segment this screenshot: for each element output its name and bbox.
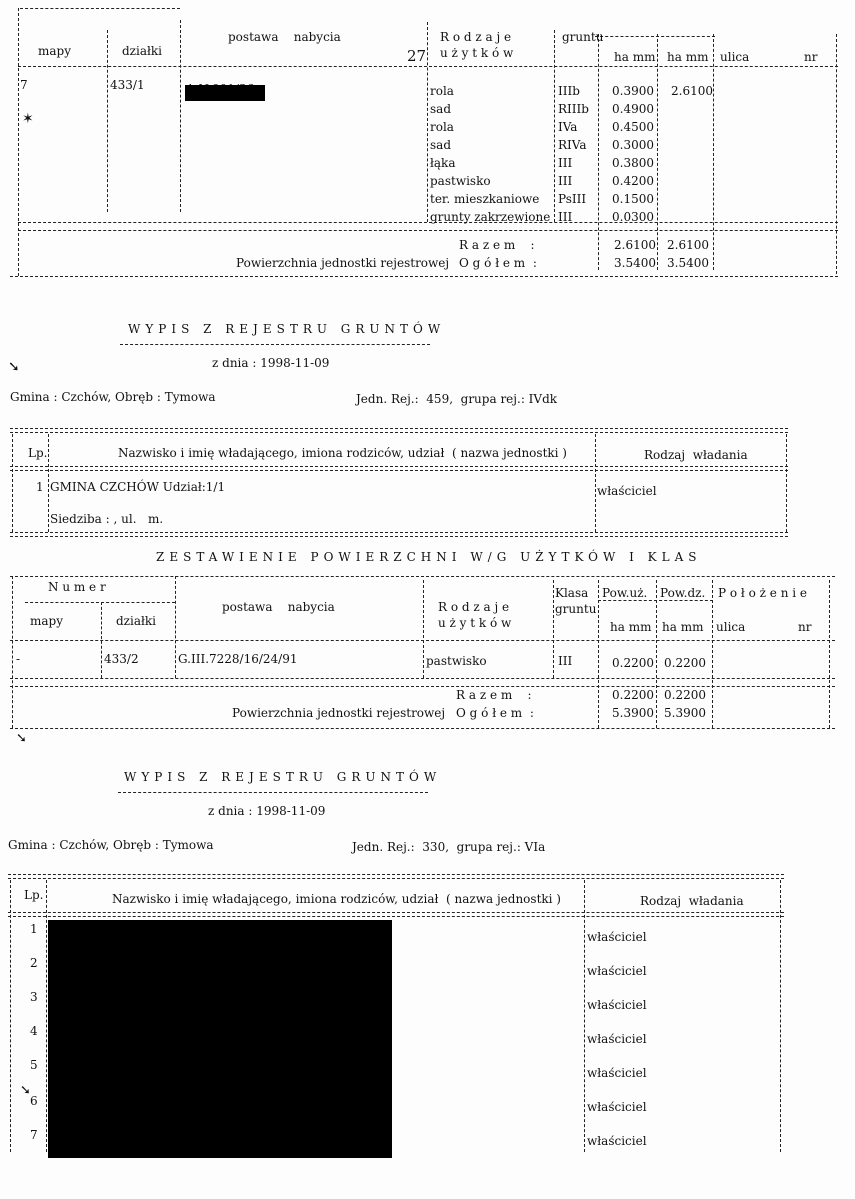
header-ha-mm: ha mm bbox=[610, 620, 652, 634]
use-name: sad bbox=[430, 138, 451, 152]
use-klasa: PsIII bbox=[558, 192, 587, 206]
cell-pow-dz: 0.2200 bbox=[664, 656, 706, 670]
use-pow: 0.4500 bbox=[612, 120, 654, 134]
use-name: ter. mieszkaniowe bbox=[430, 192, 540, 206]
razem-dz: 0.2200 bbox=[664, 688, 706, 702]
owner-name: GMINA CZCHÓW Udział:1/1 bbox=[50, 480, 226, 494]
header-polozenie: P o ł o ż e n i e bbox=[718, 586, 808, 600]
use-klasa: III bbox=[558, 156, 573, 170]
ogolem-dz: 3.5400 bbox=[667, 256, 709, 270]
use-name: grunty zakrzewione bbox=[430, 210, 551, 224]
use-pow: 0.3000 bbox=[612, 138, 654, 152]
jedn-rej: Jedn. Rej.: 330, grupa rej.: VIa bbox=[352, 840, 546, 854]
owners-header-name: Nazwisko i imię władającego, imiona rodziców, udział ( nazwa jednostki ) bbox=[118, 446, 567, 460]
owners-header-rodzaj: Rodzaj władania bbox=[644, 448, 748, 462]
redaction-block bbox=[48, 920, 392, 1158]
ogolem-uz: 5.3900 bbox=[612, 706, 654, 720]
header-rodzaje: R o d z a j e bbox=[440, 30, 512, 44]
ogolem-label: O g ó ł e m : bbox=[459, 256, 537, 270]
use-name: rola bbox=[430, 120, 454, 134]
gmina-line: Gmina : Czchów, Obręb : Tymowa bbox=[10, 390, 216, 404]
owner-lp: 4 bbox=[30, 1024, 38, 1038]
razem-dz: 2.6100 bbox=[667, 238, 709, 252]
header-nr: nr bbox=[804, 50, 818, 64]
header-pow-dz: Pow.dz. bbox=[660, 586, 706, 600]
arrow-mark-icon: ➘ bbox=[8, 359, 20, 375]
jedn-rej: Jedn. Rej.: 459, grupa rej.: IVdk bbox=[356, 392, 558, 406]
page-number: 27 bbox=[407, 47, 427, 65]
owner-rodzaj: właściciel bbox=[587, 1134, 647, 1148]
owner-rodzaj: właściciel bbox=[587, 998, 647, 1012]
use-pow: 0.0300 bbox=[612, 210, 654, 224]
use-klasa: III bbox=[558, 210, 573, 224]
header-gruntu: gruntu bbox=[555, 602, 597, 616]
owner-lp: 2 bbox=[30, 956, 38, 970]
use-pow: 0.3800 bbox=[612, 156, 654, 170]
use-name: pastwisko bbox=[430, 174, 491, 188]
header-ha-mm: ha mm bbox=[662, 620, 704, 634]
use-name: sad bbox=[430, 102, 451, 116]
header-ulica: ulica bbox=[720, 50, 750, 64]
owner-siedziba: Siedziba : , ul. m. bbox=[50, 512, 164, 526]
header-pow-uz: Pow.uż. bbox=[602, 586, 648, 600]
cell-mapa: 7 bbox=[20, 78, 28, 92]
header-klasa: Klasa bbox=[555, 586, 589, 600]
owner-rodzaj: właściciel bbox=[597, 484, 657, 498]
use-klasa: IIIb bbox=[558, 84, 580, 98]
header-ha-mm: ha mm bbox=[667, 50, 709, 64]
owners-header-rodzaj: Rodzaj władania bbox=[640, 894, 744, 908]
cell-mapa: - bbox=[16, 652, 21, 666]
redaction-block bbox=[185, 85, 265, 101]
razem-label: R a z e m : bbox=[456, 688, 532, 702]
owner-rodzaj: właściciel bbox=[587, 964, 647, 978]
owner-rodzaj: właściciel bbox=[587, 930, 647, 944]
owner-lp: 1 bbox=[36, 480, 44, 494]
powierzchnia-label: Powierzchnia jednostki rejestrowej bbox=[236, 256, 450, 270]
issue-date: z dnia : 1998-11-09 bbox=[208, 804, 326, 818]
cell-uzytek: pastwisko bbox=[426, 654, 487, 668]
header-nr: nr bbox=[798, 620, 812, 634]
header-postawa: postawa nabycia bbox=[228, 30, 341, 44]
owners-header-lp: Lp. bbox=[24, 888, 44, 902]
header-dzialki: działki bbox=[116, 614, 156, 628]
razem-uz: 2.6100 bbox=[614, 238, 656, 252]
asterisk-mark-icon: ✶ bbox=[22, 111, 34, 127]
header-mapy: mapy bbox=[38, 44, 71, 58]
owners-header-lp: Lp. bbox=[28, 446, 48, 460]
owners-header-name: Nazwisko i imię władającego, imiona rodziców, udział ( nazwa jednostki ) bbox=[112, 892, 561, 906]
header-dzialki: działki bbox=[122, 44, 162, 58]
arrow-mark-icon: ➘ bbox=[20, 1083, 31, 1098]
header-numer: N u m e r bbox=[48, 580, 106, 594]
cell-klasa: III bbox=[558, 654, 573, 668]
use-pow: 0.1500 bbox=[612, 192, 654, 206]
issue-date: z dnia : 1998-11-09 bbox=[212, 356, 330, 370]
cell-postawa: G.III.7228/16/24/91 bbox=[178, 652, 298, 666]
ogolem-label: O g ó ł e m : bbox=[456, 706, 534, 720]
owner-rodzaj: właściciel bbox=[587, 1100, 647, 1114]
use-klasa: IVa bbox=[558, 120, 578, 134]
cell-dzialka: 433/2 bbox=[104, 652, 139, 666]
header-mapy: mapy bbox=[30, 614, 63, 628]
use-klasa: RIIIb bbox=[558, 102, 589, 116]
header-uzytkow: u ż y t k ó w bbox=[438, 616, 512, 630]
razem-label: R a z e m : bbox=[459, 238, 535, 252]
cell-dzialka: 433/1 bbox=[110, 78, 145, 92]
section-title: WYPIS Z REJESTRU GRUNTÓW bbox=[124, 770, 442, 784]
ogolem-uz: 3.5400 bbox=[614, 256, 656, 270]
owner-lp: 1 bbox=[30, 922, 38, 936]
header-uzytkow: u ż y t k ó w bbox=[440, 46, 514, 60]
header-postawa: postawa nabycia bbox=[222, 600, 335, 614]
owner-lp: 6 bbox=[30, 1094, 38, 1108]
header-gruntu: gruntu bbox=[562, 30, 604, 44]
header-rodzaje: R o d z a j e bbox=[438, 600, 510, 614]
use-klasa: III bbox=[558, 174, 573, 188]
arrow-mark-icon: ➘ bbox=[16, 731, 27, 746]
owner-rodzaj: właściciel bbox=[587, 1032, 647, 1046]
pow-dz: 2.6100 bbox=[671, 84, 713, 98]
owner-lp: 7 bbox=[30, 1128, 38, 1142]
use-pow: 0.3900 bbox=[612, 84, 654, 98]
ogolem-dz: 5.3900 bbox=[664, 706, 706, 720]
zestawienie-title: ZESTAWIENIE POWIERZCHNI W/G UŻYTKÓW I KLAS bbox=[156, 550, 702, 564]
gmina-line: Gmina : Czchów, Obręb : Tymowa bbox=[8, 838, 214, 852]
header-ulica: ulica bbox=[716, 620, 746, 634]
use-name: rola bbox=[430, 84, 454, 98]
cell-pow-uz: 0.2200 bbox=[612, 656, 654, 670]
owner-rodzaj: właściciel bbox=[587, 1066, 647, 1080]
section-title: WYPIS Z REJESTRU GRUNTÓW bbox=[128, 322, 446, 336]
use-pow: 0.4200 bbox=[612, 174, 654, 188]
owner-lp: 3 bbox=[30, 990, 38, 1004]
use-klasa: RIVa bbox=[558, 138, 587, 152]
header-ha-mm: ha mm bbox=[614, 50, 656, 64]
powierzchnia-label: Powierzchnia jednostki rejestrowej bbox=[232, 706, 446, 720]
razem-uz: 0.2200 bbox=[612, 688, 654, 702]
owner-lp: 5 bbox=[30, 1058, 38, 1072]
use-pow: 0.4900 bbox=[612, 102, 654, 116]
use-name: łąka bbox=[430, 156, 456, 170]
